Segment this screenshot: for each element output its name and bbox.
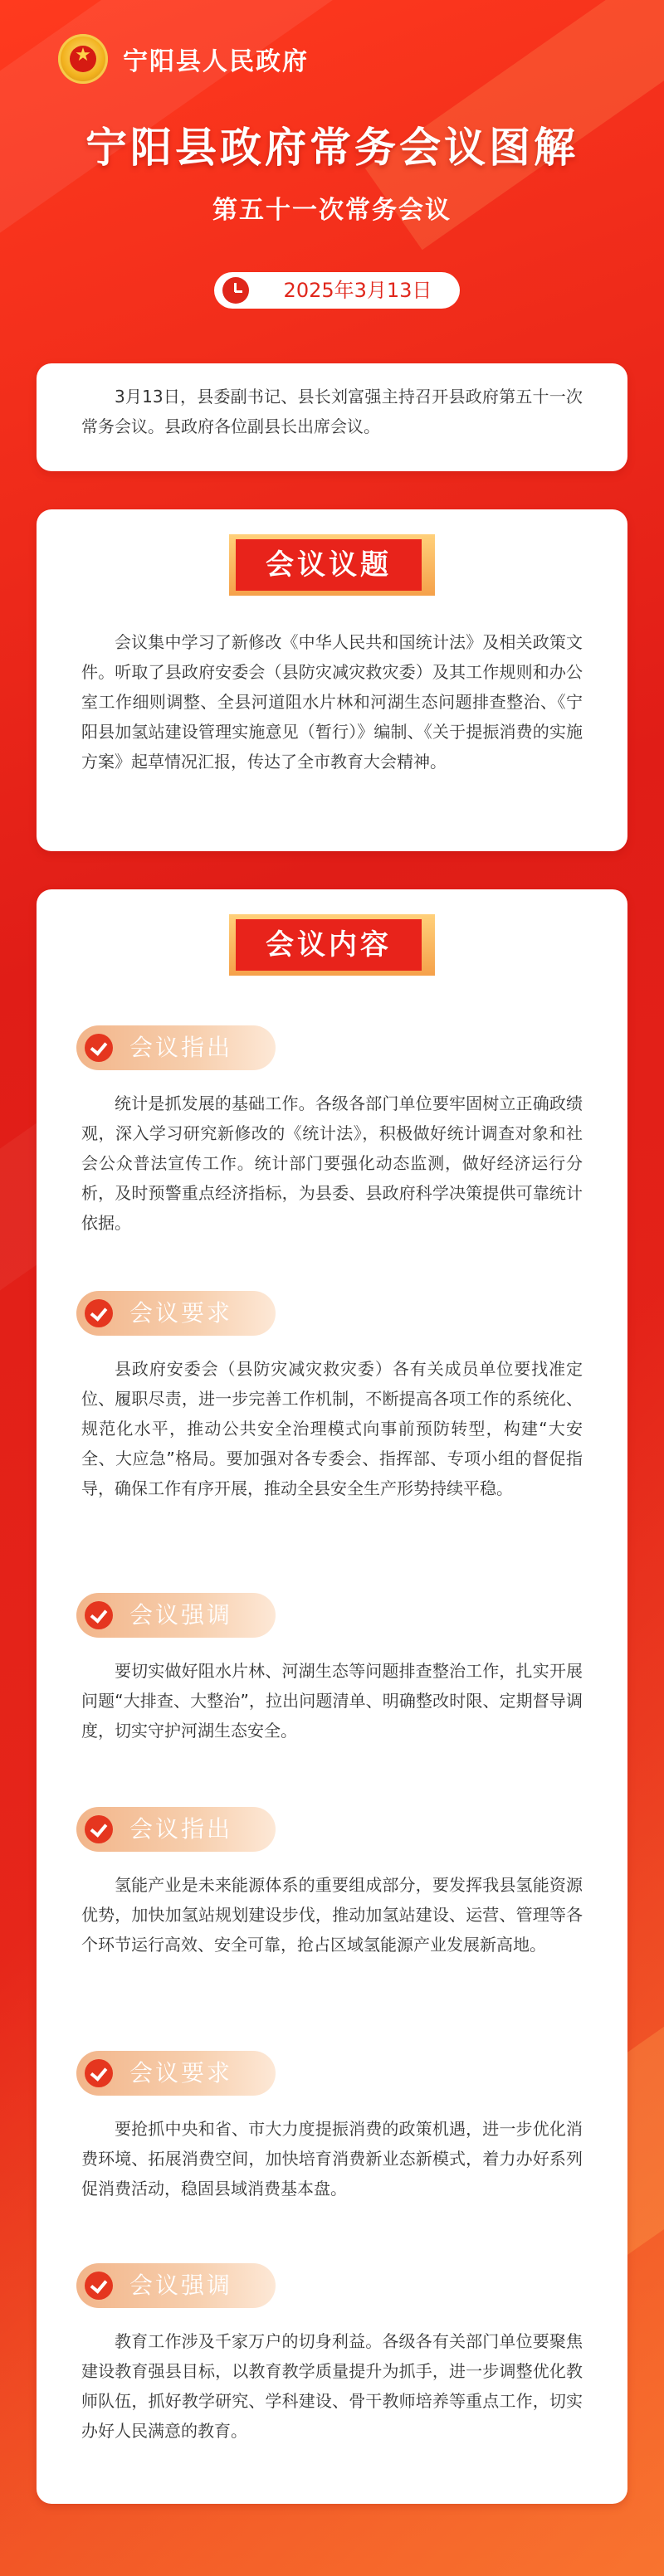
brand xyxy=(58,30,309,88)
page-subtitle: 第五十一次常务会议 xyxy=(212,196,452,225)
content-item-label: 会议强调 xyxy=(76,2263,276,2308)
section-heading-agenda xyxy=(229,534,435,596)
check-icon xyxy=(85,1815,113,1843)
content-item-label: 会议要求 xyxy=(76,2051,276,2096)
national-emblem-icon xyxy=(58,34,108,84)
date-badge xyxy=(214,272,460,309)
content-item-text: 统计是抓发展的基础工作。各级各部门单位要牢固树立正确政绩观，深入学习研究新修改的《统计法》，积极做好统计调查对象和社会公众普法宣传工作。统计部门要强化动态监测，做好经济运行分析，及时预警重点经济指标，为县委、县政府科学决策提供可靠统计依据。 xyxy=(81,1093,583,1233)
check-icon xyxy=(85,1299,113,1327)
content-item-label: 会议指出 xyxy=(76,1807,276,1852)
org-name: 宁阳县人民政府 xyxy=(123,47,309,76)
content-item-text: 要抢抓中央和省、市大力度提振消费的政策机遇，进一步优化消费环境、拓展消费空间，加快培育消费新业态新模式，着力办好系列促消费活动，稳固县域消费基本盘。 xyxy=(81,2119,583,2199)
check-icon xyxy=(85,2059,113,2087)
check-icon xyxy=(85,2272,113,2300)
content-item-text: 氢能产业是未来能源体系的重要组成部分，要发挥我县氢能资源优势，加快加氢站规划建设步伐，推动加氢站建设、运营、管理等各个环节运行高效、安全可靠，抢占区域氢能源产业发展新高地。 xyxy=(81,1875,583,1955)
section-heading-text: 会议内容 xyxy=(236,919,422,971)
check-icon xyxy=(85,1034,113,1062)
intro-text: 3月13日，县委副书记、县长刘富强主持召开县政府第五十一次常务会议。县政府各位副县长出席会议。 xyxy=(81,387,583,436)
page-title: 宁阳县政府常务会议图解 xyxy=(85,124,579,172)
check-icon xyxy=(85,1601,113,1629)
content-item-text: 要切实做好阻水片林、河湖生态等问题排查整治工作，扎实开展问题“大排查、大整治”，拉出问题清单、明确整改时限、定期督导调度，切实守护河湖生态安全。 xyxy=(81,1661,583,1741)
content-item-label: 会议强调 xyxy=(76,1593,276,1638)
content-card xyxy=(37,889,627,2504)
content-item-text: 教育工作涉及千家万户的切身利益。各级各有关部门单位要聚焦建设教育强县目标，以教育教学质量提升为抓手，进一步调整优化教师队伍，抓好教学研究、学科建设、骨干教师培养等重点工作，切实办好人民满意的教育。 xyxy=(81,2331,583,2441)
section-heading-text: 会议议题 xyxy=(236,539,422,591)
meeting-date: 2025年3月13日 xyxy=(283,279,432,302)
content-item-label: 会议指出 xyxy=(76,1025,276,1070)
agenda-text: 会议集中学习了新修改《中华人民共和国统计法》及相关政策文件。听取了县政府安委会（县防灾减灾救灾委）及其工作规则和办公室工作细则调整、全县河道阻水片林和河湖生态问题排查整治、《宁阳县加氢站建设管理实施意见（暂行）》编制、《关于提振消费的实施方案》起草情况汇报，传达了全市教育大会精神。 xyxy=(81,632,583,772)
section-heading-content xyxy=(229,914,435,976)
content-item-text: 县政府安委会（县防灾减灾救灾委）各有关成员单位要找准定位、履职尽责，进一步完善工作机制，不断提高各项工作的系统化、规范化水平，推动公共安全治理模式向事前预防转型，构建“大安全、大应急”格局。要加强对各专委会、指挥部、专项小组的督促指导，确保工作有序开展，推动全县安全生产形势持续平稳。 xyxy=(81,1359,583,1498)
intro-card xyxy=(37,363,627,471)
content-item-label: 会议要求 xyxy=(76,1291,276,1336)
clock-icon xyxy=(222,277,249,304)
agenda-card xyxy=(37,509,627,851)
